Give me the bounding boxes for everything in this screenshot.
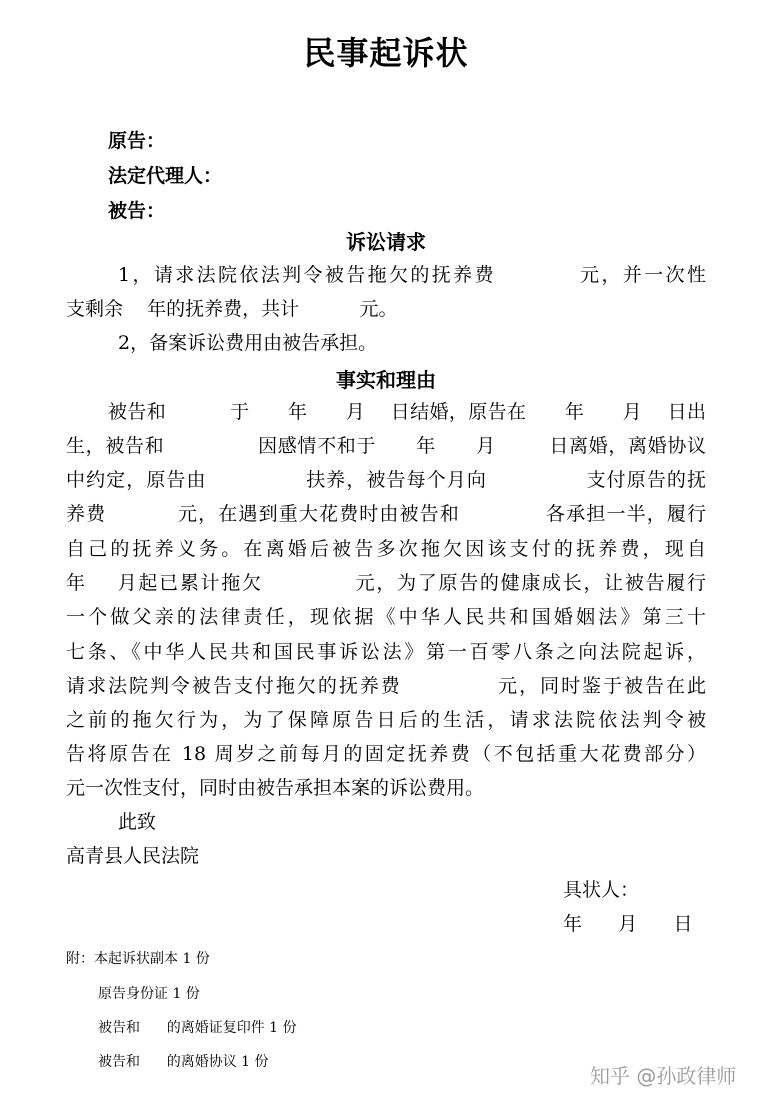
claim-line-1: 1，请求法院依法判令被告拖欠的抚养费 元，并一次性 [118,264,706,286]
facts-line-9: 请求法院判令被告支付拖欠的抚养费 元，同时鉴于被告在此 [66,675,706,697]
facts-line-12: 元一次性支付，同时由被告承担本案的诉讼费用。 [66,777,485,799]
attachment-line-1: 附：本起诉状副本 1 份 [66,951,210,967]
legal-agent-label: 法定代理人： [108,165,223,187]
facts-line-11: 告将原告在 18 周岁之前每月的固定抚养费（不包括重大花费部分） [66,743,706,765]
salutation: 此致 [118,811,157,833]
attachment-line-3: 被告和 的离婚证复印件 1 份 [98,1020,297,1036]
facts-line-6: 年 月起已累计拖欠 元，为了原告的健康成长，让被告履行 [66,572,706,594]
facts-line-10: 之前的拖欠行为，为了保障原告日后的生活，请求法院依法判令被 [66,709,706,731]
facts-line-1: 被告和 于 年 月 日结婚，原告在 年 月 日出 [108,401,706,423]
claims-heading: 诉讼请求 [346,230,426,254]
defendant-label: 被告： [108,200,166,222]
zhihu-watermark: 知乎 @孙政律师 [590,1064,737,1088]
facts-line-4: 养费 元，在遇到重大花费时由被告和 各承担一半，履行 [66,503,706,525]
facts-line-8: 七条、《中华人民共和国民事诉讼法》第一百零八条之向法院起诉， [66,641,706,663]
date-line: 年 月 日 [563,913,693,935]
signer-label: 具状人： [563,879,640,901]
plaintiff-label: 原告： [108,130,166,152]
facts-line-7: 一个做父亲的法律责任，现依据《中华人民共和国婚姻法》第三十 [66,606,706,628]
document-title: 民事起诉状 [303,34,469,72]
attachment-line-2: 原告身份证 1 份 [98,986,200,1002]
attachment-line-4: 被告和 的离婚协议 1 份 [98,1054,269,1070]
facts-line-2: 生，被告和 因感情不和于 年 月 日离婚，离婚协议 [66,435,706,457]
facts-heading: 事实和理由 [336,368,436,392]
facts-line-3: 中约定，原告由 扶养，被告每个月向 支付原告的抚 [66,469,706,491]
facts-line-5: 自己的抚养义务。在离婚后被告多次拖欠因该支付的抚养费，现自 [66,538,706,560]
claim-line-3: 2，备案诉讼费用由被告承担。 [118,332,378,354]
court-name: 高青县人民法院 [66,845,200,867]
claim-line-2: 支剩余 年的抚养费，共计 元。 [66,298,398,320]
